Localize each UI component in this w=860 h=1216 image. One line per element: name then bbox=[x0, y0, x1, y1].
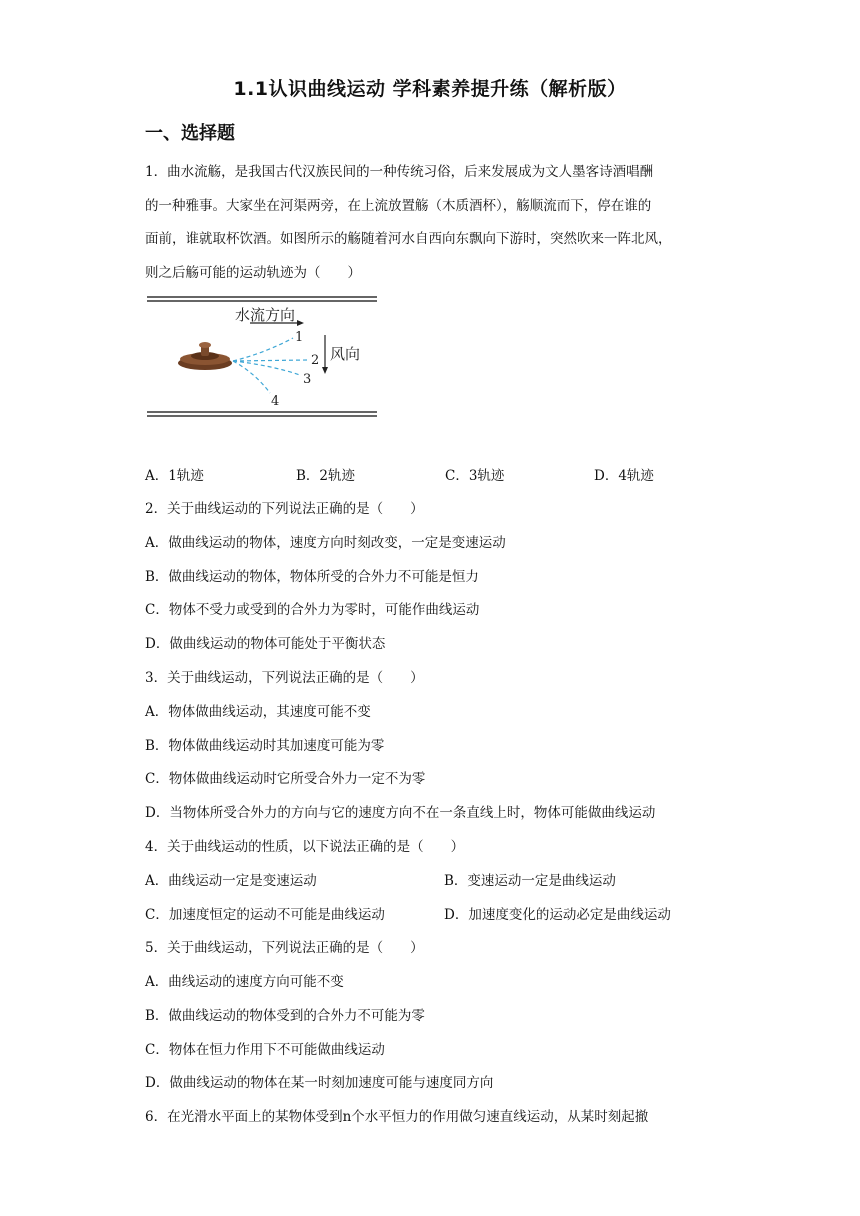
q3-stem: 3．关于曲线运动，下列说法正确的是（ ） bbox=[145, 670, 424, 686]
q3-option-a: A．物体做曲线运动，其速度可能不变 bbox=[145, 704, 371, 720]
wine-cup-icon bbox=[178, 342, 232, 370]
q4-option-d: D．加速度变化的运动必定是曲线运动 bbox=[444, 907, 671, 923]
wind-label: 风向 bbox=[330, 345, 361, 363]
q2-option-c: C．物体不受力或受到的合外力为零时，可能作曲线运动 bbox=[145, 602, 480, 618]
trajectories bbox=[233, 338, 307, 393]
trajectory-3 bbox=[233, 361, 300, 375]
path-label-4: 4 bbox=[271, 394, 280, 409]
q1-line-2: 的一种雅事。大家坐在河渠两旁，在上流放置觞（木质酒杯），觞顺流而下，停在谁的 bbox=[145, 198, 652, 214]
q6-stem: 6．在光滑水平面上的某物体受到n个水平恒力的作用做匀速直线运动，从某时刻起撤 bbox=[145, 1109, 649, 1125]
q3-option-d: D．当物体所受合外力的方向与它的速度方向不在一条直线上时，物体可能做曲线运动 bbox=[145, 805, 656, 821]
q1-option-a: A．1轨迹 bbox=[145, 468, 204, 484]
section-heading: 一、选择题 bbox=[145, 123, 235, 144]
q2-option-d: D．做曲线运动的物体可能处于平衡状态 bbox=[145, 636, 386, 652]
q3-option-b: B．物体做曲线运动时其加速度可能为零 bbox=[145, 738, 385, 754]
q1-option-b: B．2轨迹 bbox=[296, 468, 356, 484]
q5-option-b: B．做曲线运动的物体受到的合外力不可能为零 bbox=[145, 1008, 425, 1024]
trajectory-1 bbox=[233, 338, 293, 361]
q2-option-a: A．做曲线运动的物体，速度方向时刻改变，一定是变速运动 bbox=[145, 535, 506, 551]
path-label-2: 2 bbox=[311, 353, 320, 368]
q4-option-a: A．曲线运动一定是变速运动 bbox=[145, 873, 317, 889]
q3-option-c: C．物体做曲线运动时它所受合外力一定不为零 bbox=[145, 771, 426, 787]
q5-stem: 5．关于曲线运动，下列说法正确的是（ ） bbox=[145, 940, 424, 956]
q4-option-c: C．加速度恒定的运动不可能是曲线运动 bbox=[145, 907, 385, 923]
q1-option-c: C．3轨迹 bbox=[445, 468, 505, 484]
q5-option-c: C．物体在恒力作用下不可能做曲线运动 bbox=[145, 1042, 385, 1058]
q5-option-d: D．做曲线运动的物体在某一时刻加速度可能与速度同方向 bbox=[145, 1075, 494, 1091]
path-label-3: 3 bbox=[303, 372, 312, 387]
trajectory-2 bbox=[233, 360, 307, 361]
page-title: 1.1认识曲线运动 学科素养提升练（解析版） bbox=[233, 78, 627, 100]
water-flow-arrowhead bbox=[297, 320, 304, 326]
river-diagram bbox=[145, 293, 380, 421]
q1-line-1: 1．曲水流觞，是我国古代汉族民间的一种传统习俗，后来发展成为文人墨客诗酒唱酬 bbox=[145, 164, 654, 180]
water-flow-label: 水流方向 bbox=[235, 306, 296, 324]
q2-stem: 2．关于曲线运动的下列说法正确的是（ ） bbox=[145, 501, 424, 517]
wind-arrowhead bbox=[322, 367, 328, 374]
q4-stem: 4．关于曲线运动的性质，以下说法正确的是（ ） bbox=[145, 839, 465, 855]
q1-option-d: D．4轨迹 bbox=[594, 468, 654, 484]
q1-line-4: 则之后觞可能的运动轨迹为（ ） bbox=[145, 265, 361, 281]
q2-option-b: B．做曲线运动的物体，物体所受的合外力不可能是恒力 bbox=[145, 569, 479, 585]
q4-option-b: B．变速运动一定是曲线运动 bbox=[444, 873, 616, 889]
path-label-1: 1 bbox=[295, 330, 304, 345]
q5-option-a: A．曲线运动的速度方向可能不变 bbox=[145, 974, 344, 990]
q1-line-3: 面前，谁就取杯饮酒。如图所示的觞随着河水自西向东飘向下游时，突然吹来一阵北风， bbox=[145, 231, 672, 247]
